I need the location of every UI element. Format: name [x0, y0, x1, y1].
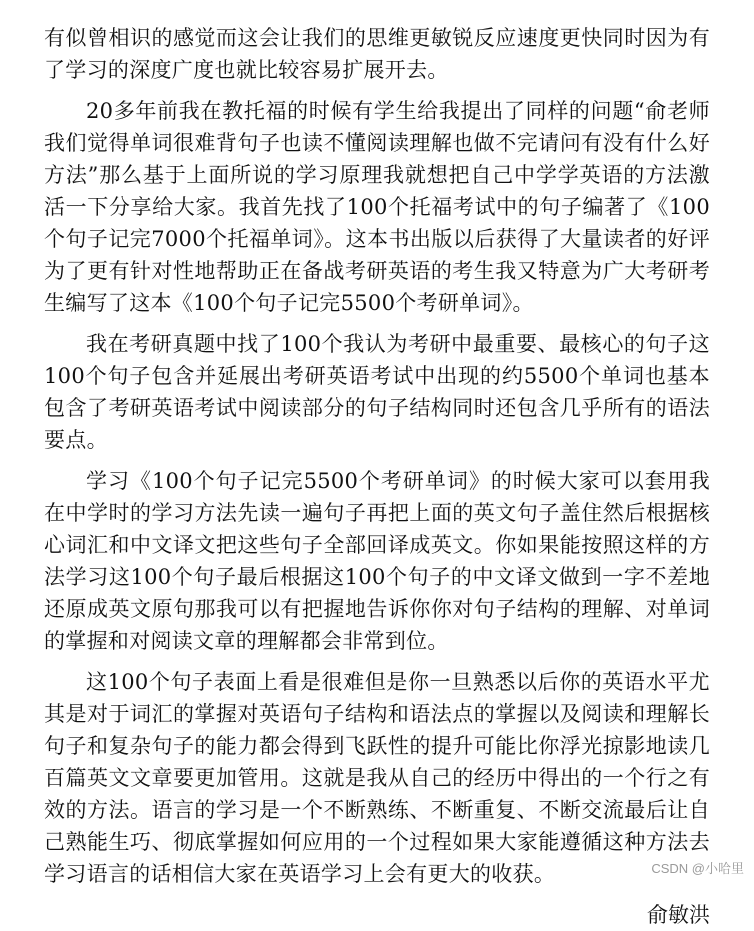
- csdn-watermark: CSDN @小哈里: [651, 861, 744, 876]
- paragraph-4: 学习《100个句子记完5500个考研单词》的时候大家可以套用我在中学时的学习方法先读一遍句子再把上面的英文句子盖住然后根据核心词汇和中文译文把这些句子全部回译成英文。你如果能按照这样的方法学习这100个句子最后根据这100个句子的中文译文做到一字不差地还原成英文原句那我可以有把握地告诉你你对句子结构的理解、对单词的掌握和对阅读文章的理解都会非常到位。: [44, 469, 710, 653]
- author-signature: 俞敏洪: [647, 903, 710, 927]
- paragraph-5: 这100个句子表面上看是很难但是你一旦熟悉以后你的英语水平尤其是对于词汇的掌握对英语句子结构和语法点的掌握以及阅读和理解长句子和复杂句子的能力都会得到飞跃性的提升可能比你浮光掠影地读几百篇英文文章要更加管用。这就是我从自己的经历中得出的一个行之有效的方法。语言的学习是一个不断熟练、不断重复、不断交流最后让自己熟能生巧、彻底掌握如何应用的一个过程如果大家能遵循这种方法去学习语言的话相信大家在英语学习上会有更大的收获。: [44, 670, 710, 886]
- paragraph-2: 20多年前我在教托福的时候有学生给我提出了同样的问题“俞老师我们觉得单词很难背句子也读不懂阅读理解也做不完请问有没有什么好方法”那么基于上面所说的学习原理我就想把自己中学学英语的方法激活一下分享给大家。我首先找了100个托福考试中的句子编著了《100个句子记完7000个托福单词》。这本书出版以后获得了大量读者的好评为了更有针对性地帮助正在备战考研英语的考生我又特意为广大考研考生编写了这本《100个句子记完5500个考研单词》。: [44, 99, 710, 315]
- paragraph-1: 有似曾相识的感觉而这会让我们的思维更敏锐反应速度更快同时因为有了学习的深度广度也就比较容易扩展开去。: [44, 26, 710, 82]
- paragraph-3: 我在考研真题中找了100个我认为考研中最重要、最核心的句子这100个句子包含并延展出考研英语考试中出现的约5500个单词也基本包含了考研英语考试中阅读部分的句子结构同时还包含几乎所有的语法要点。: [44, 332, 710, 452]
